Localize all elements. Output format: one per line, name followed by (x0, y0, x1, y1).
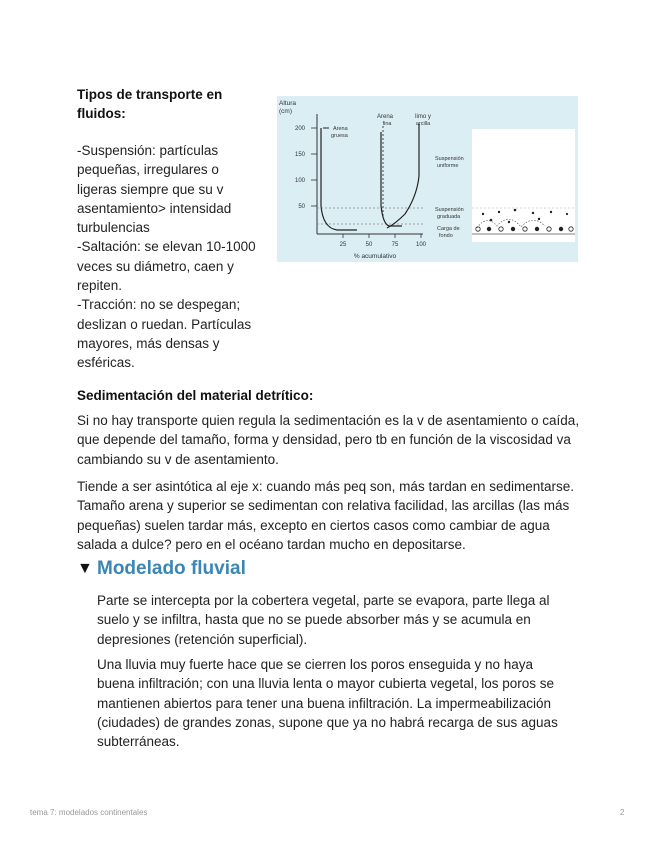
curve-limo-arcilla (387, 124, 419, 228)
sedimentation-title: Sedimentación del material detrítico: (77, 388, 314, 403)
transport-figure (277, 96, 578, 262)
x-tick-75: 75 (391, 242, 399, 248)
zone-suspension-graduada-2: graduada (437, 214, 461, 220)
y-ticks (295, 126, 317, 210)
label-arena-gruesa-2: gruesa (331, 133, 348, 139)
x-axis-title: % acumulativo (353, 253, 397, 260)
label-arena-gruesa-1: Arena (333, 126, 348, 132)
zone-suspension-graduada-1: Suspensión (435, 207, 464, 213)
zone-carga-fondo-2: fondo (439, 233, 453, 239)
zone-suspension-uniforme-1: Suspensión (435, 156, 464, 162)
label-limo-arcilla-1: limo y (415, 114, 431, 120)
zone-suspension-uniforme-2: uniforme (437, 163, 459, 169)
curve-arena-gruesa (321, 128, 357, 230)
y-tick-200: 200 (294, 126, 305, 132)
bullet-saltacion: -Saltación: se elevan 10-1000 veces su diámetro, caen y repiten. (77, 239, 256, 294)
transport-figure-svg (277, 96, 578, 262)
zone-carga-fondo-1: Carga de (437, 226, 460, 232)
y-tick-100: 100 (294, 178, 305, 184)
modelado-paragraph-1: Parte se intercepta por la cobertera vegetal, parte se evapora, parte llega al suelo y se infiltra, hasta que no se puede absorber más y se acumula en depresiones (retención superficial). (97, 593, 550, 647)
transport-types-section (77, 85, 262, 373)
bullet-suspension: -Suspensión: partículas pequeñas, irregulares o ligeras siempre que su v asentamiento> intensidad turbulencias (77, 143, 232, 236)
page-number: 2 (620, 808, 625, 817)
triangle-down-icon[interactable]: ▼ (77, 560, 93, 577)
y-axis-title-line1: Altura (279, 100, 296, 107)
sedimentation-paragraph-1: Si no hay transporte quien regula la sedimentación es la v de asentamiento o caída, que depende del tamaño, forma y densidad, pero tb en función de la viscosidad va cambiando su v de asentamiento. (77, 413, 580, 467)
x-tick-25: 25 (339, 242, 347, 248)
y-axis-title-line2: (cm) (279, 108, 292, 115)
modelado-fluvial-title: Modelado fluvial (97, 558, 246, 579)
label-arena-fina-2: fina (382, 121, 392, 127)
label-limo-arcilla-2: arcilla (415, 121, 431, 127)
bullet-traccion: -Tracción: no se despegan; deslizan o ruedan. Partículas mayores, más densas y esféricas. (77, 297, 252, 371)
modelado-fluvial-toggle[interactable] (77, 558, 597, 580)
curve-arena-fina (381, 132, 402, 226)
flow-panel (472, 129, 575, 242)
footer-title: tema 7: modelados continentales (30, 808, 148, 817)
y-tick-150: 150 (294, 152, 305, 158)
x-tick-50: 50 (365, 242, 373, 248)
modelado-paragraph-2: Una lluvia muy fuerte hace que se cierren los poros enseguida y no haya buena infiltración; con una lluvia lenta o mayor cubierta vegetal, los poros se mantienen abiertos para tener una buena infiltración. La impermeabilización (ciudades) de grandes zonas, supone que ya no habrá recarga de sus aguas subterráneas. (97, 657, 558, 750)
x-ticks (340, 234, 427, 248)
y-tick-50: 50 (298, 204, 305, 210)
sedimentation-paragraph-2: Tiende a ser asintótica al eje x: cuando más peq son, más tardan en sedimentarse. Tamaño arena y superior se sedimentan con relativa facilidad, las arcillas (las más pequeñas) suelen tardar más, excepto en ciertos casos como cambiar de agua salada a dulce? pero en el océano tardan mucho en depositarse. (77, 479, 575, 552)
label-arena-fina-1: Arena (376, 114, 394, 120)
transport-types-title: Tipos de transporte en fluidos: (77, 87, 223, 121)
x-tick-100: 100 (415, 242, 427, 248)
